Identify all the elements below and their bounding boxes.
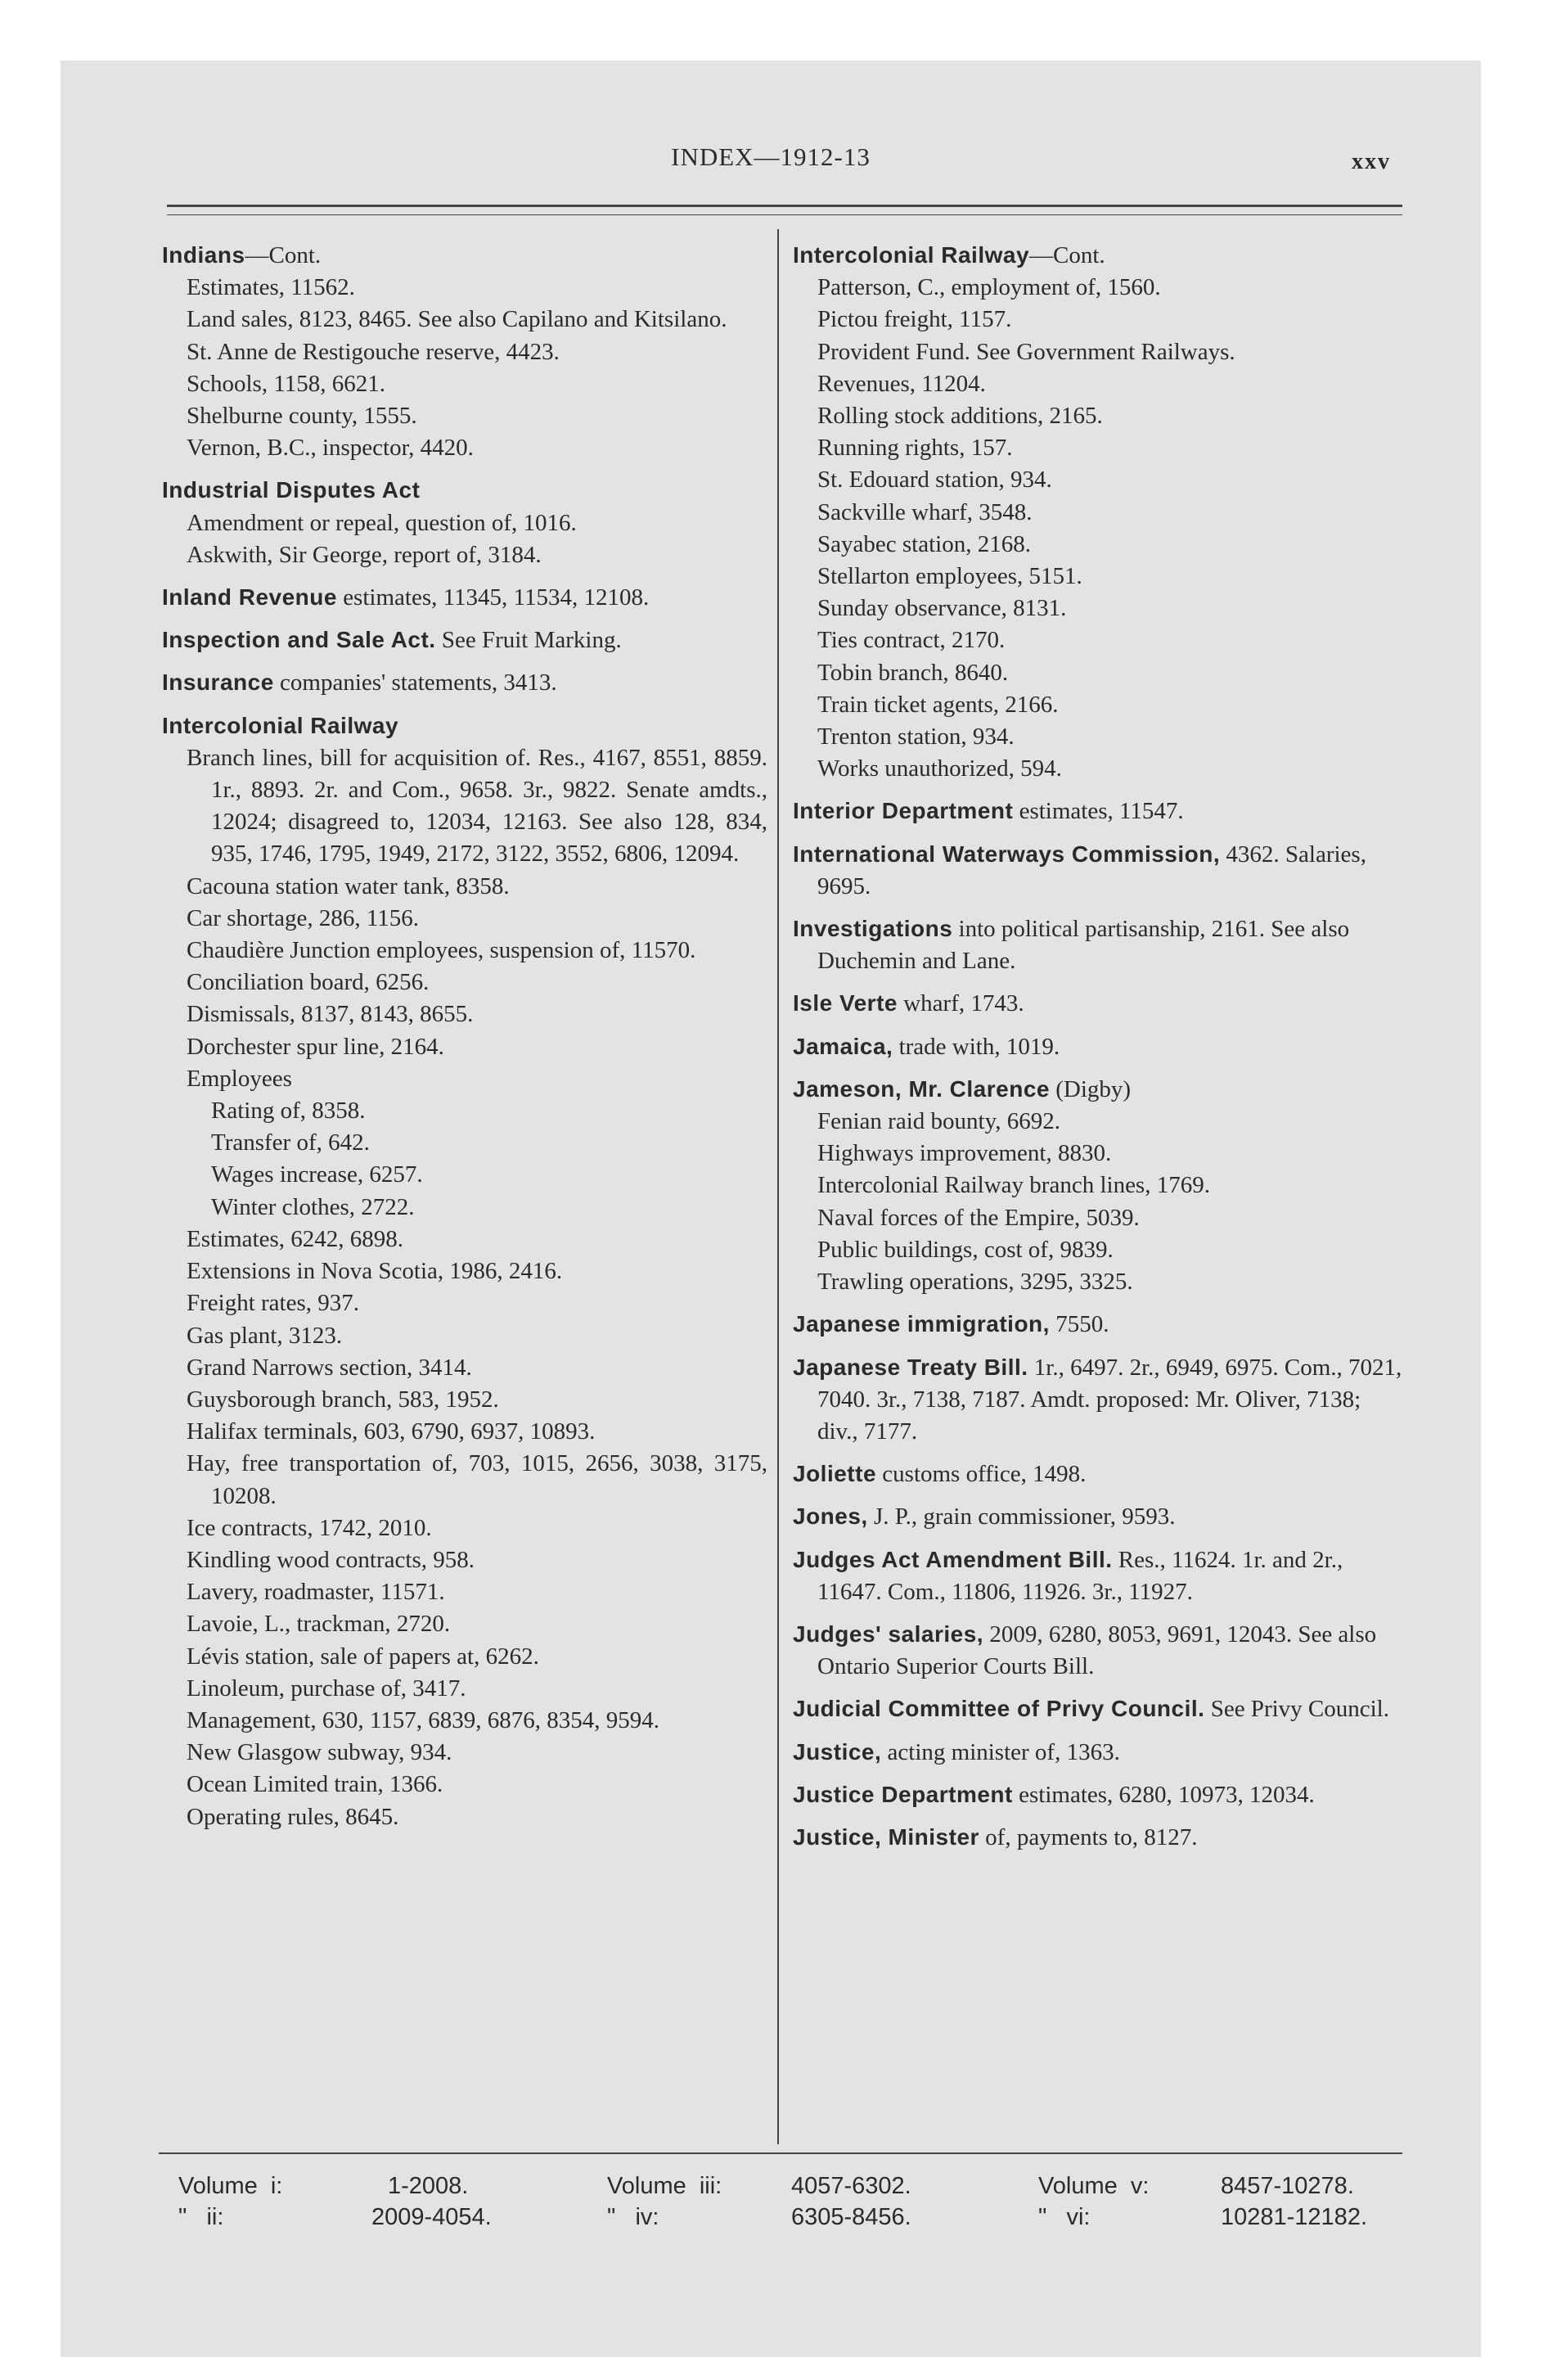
entry-heading: Isle Verte [793,990,898,1016]
index-subentry: Estimates, 6242, 6898. [187,1225,404,1252]
index-main-entry [793,239,1402,272]
entry-references: See Privy Council. [1204,1696,1389,1723]
index-sub-subentry: Rating of, 8358. [211,1098,366,1125]
index-column-left [162,239,767,1833]
entry-heading: Japanese Treaty Bill. [793,1354,1028,1380]
index-column-right [793,239,1402,1854]
entry-heading: Interior Department [793,798,1014,824]
index-subentry: Stellarton employees, 5151. [817,563,1082,590]
entry-references: into political partisanship, 2161. See also Duchemin and Lane. [817,916,1350,975]
index-subentry: Naval forces of the Empire, 5039. [817,1204,1140,1231]
entry-references: —Cont. [245,242,322,268]
entry-references: (Digby) [1049,1075,1132,1102]
entry-heading: Jameson, Mr. Clarence [793,1075,1050,1102]
header-rule-thin [167,214,1402,215]
entry-references: trade with, 1019. [893,1033,1060,1060]
index-subentry: Chaudière Junction employees, suspension of, 11570. [187,937,696,964]
entry-references: estimates, 11547. [1013,798,1184,825]
index-subentry: Revenues, 11204. [817,370,986,397]
index-subentry: St. Anne de Restigouche reserve, 4423. [187,338,560,365]
entry-references: See Fruit Marking. [435,627,622,654]
index-subentry: Estimates, 11562. [187,274,355,301]
volume-2-label: " ii: [178,2204,224,2230]
index-main-entry [793,1736,1402,1769]
index-subentry: Provident Fund. See Government Railways. [817,338,1235,365]
index-subentry: Shelburne county, 1555. [187,403,417,430]
index-main-entry [793,1693,1402,1725]
index-subentry: Sayabec station, 2168. [817,530,1031,557]
index-subentry: Schools, 1158, 6621. [187,370,386,397]
entry-heading: Justice, [793,1738,882,1765]
entry-references: wharf, 1743. [897,990,1024,1017]
volume-1-label: Volume i: [178,2173,283,2199]
footer-rule [159,2152,1402,2154]
entry-references: J. P., grain commissioner, 9593. [867,1503,1176,1530]
index-subentry: Pictou freight, 1157. [817,306,1012,333]
entry-heading: Judges Act Amendment Bill. [793,1546,1113,1572]
index-main-entry [162,474,767,507]
index-subentry: Rolling stock additions, 2165. [817,403,1103,430]
index-subentry: Lavoie, L., trackman, 2720. [187,1611,451,1638]
index-subentry: Public buildings, cost of, 9839. [817,1236,1114,1263]
index-main-entry [793,1308,1402,1341]
index-subentry: Branch lines, bill for acquisition of. Res., 4167, 8551, 8859. 1r., 8893. 2r. and Com., 9658. 3r., 9822. Senate amdts., 12024; disagreed to, 12034, 12163. See also 128, 834, 935, 1746, 1795, 1949, 2172, 3122, 3552, 6806, 12094. [187,744,767,868]
index-subentry: Land sales, 8123, 8465. See also Capilano and Kitsilano. [187,306,727,333]
index-subentry: Management, 630, 1157, 6839, 6876, 8354, 9594. [187,1706,660,1733]
index-main-entry [793,1778,1402,1811]
volume-4-label: " iv: [607,2204,659,2230]
page-title: INDEX—1912-13 [671,142,871,171]
index-subentry: Grand Narrows section, 3414. [187,1354,472,1381]
index-subentry: Ties contract, 2170. [817,627,1006,654]
entry-references: estimates, 11345, 11534, 12108. [336,584,650,611]
scanned-page [61,61,1481,2357]
index-subentry: Hay, free transportation of, 703, 1015, 2656, 3038, 3175, 10208. [187,1450,767,1509]
volume-2-range: 2009-4054. [371,2204,492,2230]
volume-6-label: " vi: [1038,2204,1091,2230]
index-subentry: Patterson, C., employment of, 1560. [817,274,1161,301]
entry-heading: Inland Revenue [162,584,337,611]
entry-references: of, payments to, 8127. [979,1823,1198,1850]
index-subentry: Cacouna station water tank, 8358. [187,872,510,899]
entry-heading: Jones, [793,1503,868,1530]
page-number: xxv [1352,149,1391,174]
entry-heading: Insurance [162,669,274,696]
entry-heading: Industrial Disputes Act [162,477,421,503]
index-subentry: Guysborough branch, 583, 1952. [187,1386,499,1413]
index-main-entry [793,1458,1402,1490]
entry-heading: Intercolonial Railway [793,242,1030,268]
index-subentry: Dorchester spur line, 2164. [187,1033,444,1060]
index-subentry: Intercolonial Railway branch lines, 1769. [817,1172,1210,1199]
index-subentry: Freight rates, 937. [187,1290,360,1317]
index-subentry: Highways improvement, 8830. [817,1140,1112,1167]
index-main-entry [162,581,767,614]
index-main-entry [793,913,1402,977]
volume-3-range: 4057-6302. [791,2173,911,2199]
volume-4-range: 6305-8456. [791,2204,911,2230]
index-sub-subentry: Winter clothes, 2722. [211,1193,415,1220]
index-subentry: Extensions in Nova Scotia, 1986, 2416. [187,1258,563,1285]
index-subentry: Running rights, 157. [817,435,1013,462]
index-sub-subentry: Wages increase, 6257. [211,1161,423,1188]
entry-references: customs office, 1498. [876,1461,1087,1488]
index-subentry: Lavery, roadmaster, 11571. [187,1579,445,1606]
entry-references: 4362. Salaries, 9695. [817,841,1366,899]
index-main-entry [793,1351,1402,1449]
entry-heading: Investigations [793,916,953,942]
index-subentry: New Glasgow subway, 934. [187,1739,452,1766]
index-subentry: Tobin branch, 8640. [817,659,1009,686]
index-subentry: St. Edouard station, 934. [817,467,1052,494]
entry-heading: Judicial Committee of Privy Council. [793,1696,1205,1722]
index-subentry: Operating rules, 8645. [187,1803,399,1830]
index-subentry: Vernon, B.C., inspector, 4420. [187,435,474,462]
entry-heading: Justice, Minister [793,1823,979,1850]
index-subentry: Trawling operations, 3295, 3325. [817,1269,1133,1296]
column-divider [777,229,779,2144]
index-subentry: Train ticket agents, 2166. [817,691,1059,718]
index-main-entry [793,1030,1402,1063]
index-main-entry [793,1500,1402,1533]
index-main-entry [793,838,1402,903]
volume-3-label: Volume iii: [607,2173,722,2199]
index-subentry: Conciliation board, 6256. [187,969,430,996]
index-subentry: Fenian raid bounty, 6692. [817,1108,1060,1135]
entry-heading: Jamaica, [793,1033,893,1059]
entry-references: acting minister of, 1363. [881,1738,1120,1765]
index-main-entry [793,795,1402,827]
entry-heading: Justice Department [793,1781,1013,1807]
index-subentry: Sackville wharf, 3548. [817,498,1033,525]
index-main-entry [162,624,767,656]
header-rule-thick [167,205,1402,207]
volume-1-range: 1-2008. [388,2173,469,2199]
index-main-entry [162,239,767,272]
entry-references: 7550. [1049,1311,1109,1338]
index-subentry: Employees [187,1065,292,1092]
entry-heading: International Waterways Commission, [793,841,1221,867]
entry-heading: Intercolonial Railway [162,712,399,738]
entry-heading: Judges' salaries, [793,1620,984,1647]
index-subentry: Car shortage, 286, 1156. [187,904,420,931]
index-main-entry [793,1618,1402,1683]
index-main-entry [793,987,1402,1020]
page-header [61,142,1481,192]
volume-6-range: 10281-12182. [1221,2204,1367,2230]
volume-5-range: 8457-10278. [1221,2173,1354,2199]
index-subentry: Ocean Limited train, 1366. [187,1771,443,1798]
index-subentry: Lévis station, sale of papers at, 6262. [187,1643,539,1670]
entry-references: 2009, 6280, 8053, 9691, 12043. See also Ontario Superior Courts Bill. [817,1620,1377,1680]
index-subentry: Linoleum, purchase of, 3417. [187,1675,466,1702]
entry-references: —Cont. [1029,242,1105,268]
entry-heading: Inspection and Sale Act. [162,627,436,653]
entry-references: companies' statements, 3413. [273,669,557,696]
index-main-entry [793,1544,1402,1608]
index-subentry: Gas plant, 3123. [187,1322,343,1349]
entry-references: 1r., 6497. 2r., 6949, 6975. Com., 7021, 7040. 3r., 7138, 7187. Amdt. proposed: Mr. Oliver, 7138; div., 7177. [817,1354,1402,1445]
entry-heading: Japanese immigration, [793,1311,1050,1337]
index-subentry: Works unauthorized, 594. [817,755,1062,782]
index-subentry: Askwith, Sir George, report of, 3184. [187,541,542,568]
entry-references: estimates, 6280, 10973, 12034. [1012,1781,1315,1808]
index-subentry: Trenton station, 934. [817,723,1015,751]
index-subentry: Dismissals, 8137, 8143, 8655. [187,1001,474,1028]
volume-5-label: Volume v: [1038,2173,1150,2199]
index-subentry: Halifax terminals, 603, 6790, 6937, 10893. [187,1418,596,1445]
index-main-entry [793,1821,1402,1854]
entry-references: Res., 11624. 1r. and 2r., 11647. Com., 11806, 11926. 3r., 11927. [817,1546,1343,1605]
index-subentry: Sunday observance, 8131. [817,595,1067,622]
index-main-entry [162,710,767,742]
index-subentry: Amendment or repeal, question of, 1016. [187,509,577,536]
index-sub-subentry: Transfer of, 642. [211,1129,370,1156]
entry-heading: Indians [162,242,245,268]
entry-heading: Joliette [793,1461,877,1487]
index-subentry: Kindling wood contracts, 958. [187,1546,475,1573]
index-main-entry [793,1073,1402,1106]
index-main-entry [162,666,767,699]
index-subentry: Ice contracts, 1742, 2010. [187,1514,432,1541]
